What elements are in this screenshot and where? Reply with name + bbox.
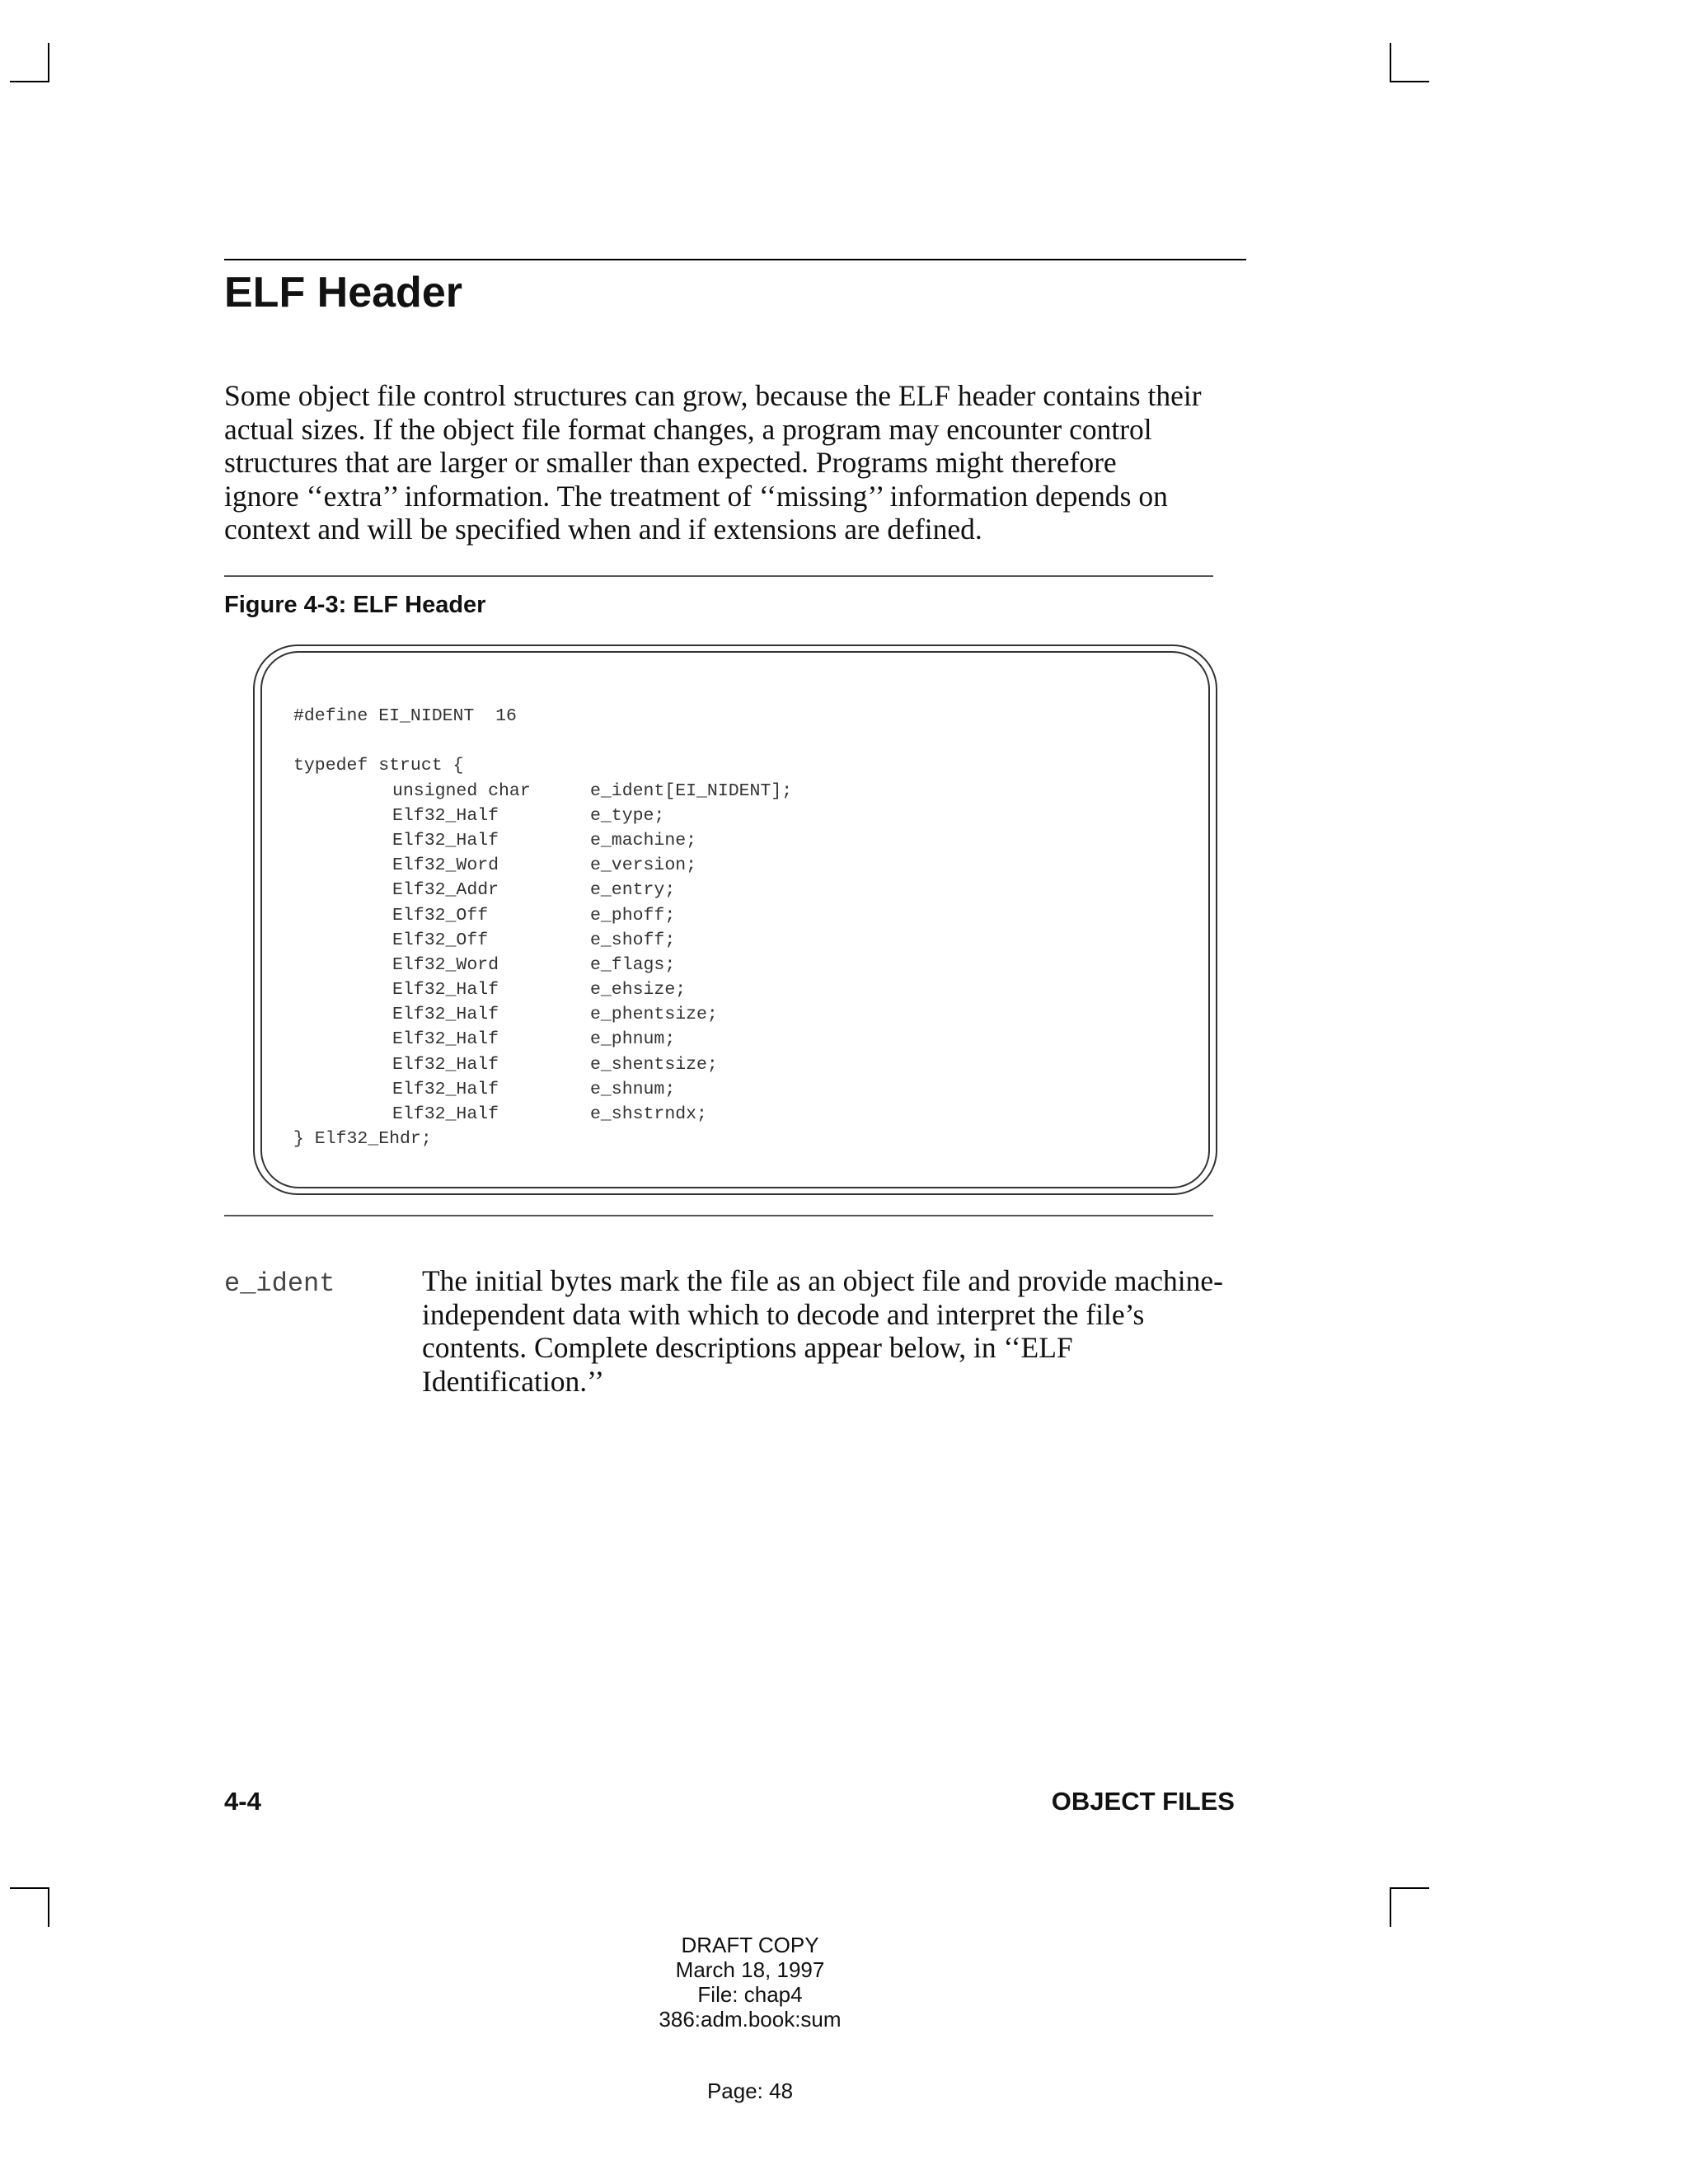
struct-member-row xyxy=(293,804,792,828)
code-listing xyxy=(293,704,792,1151)
struct-member-row xyxy=(293,878,792,902)
struct-member-name: e_shnum; xyxy=(590,1079,676,1099)
struct-member-row xyxy=(293,1052,792,1077)
struct-member-type: Elf32_Half xyxy=(392,805,499,826)
crop-mark-bottom-right-horizontal xyxy=(1390,1887,1429,1889)
struct-member-type: Elf32_Half xyxy=(392,1079,499,1099)
draft-stamp-line-4: 386:adm.book:sum xyxy=(659,2007,842,2032)
code-struct-open: typedef struct { xyxy=(293,756,464,776)
draft-stamp-line-2: March 18, 1997 xyxy=(675,1957,825,1982)
struct-member-type: Elf32_Half xyxy=(392,980,499,1001)
crop-mark-bottom-left-horizontal xyxy=(10,1887,49,1889)
figure-top-rule xyxy=(224,575,1213,577)
struct-member-row xyxy=(293,779,792,804)
struct-member-name: e_shstrndx; xyxy=(590,1104,707,1124)
struct-member-type: Elf32_Half xyxy=(392,830,499,851)
struct-member-name: e_phnum; xyxy=(590,1029,676,1050)
struct-member-type: Elf32_Addr xyxy=(392,880,499,901)
struct-member-row xyxy=(293,828,792,853)
crop-mark-bottom-left-vertical xyxy=(48,1887,49,1927)
struct-member-name: e_version; xyxy=(590,855,697,876)
struct-member-row xyxy=(293,1077,792,1102)
section-title: ELF Header xyxy=(224,269,462,316)
struct-member-name: e_flags; xyxy=(590,954,676,975)
struct-member-type: unsigned char xyxy=(392,780,531,801)
struct-member-name: e_entry; xyxy=(590,880,676,901)
struct-member-row xyxy=(293,1027,792,1052)
crop-mark-bottom-right-vertical xyxy=(1390,1887,1391,1927)
crop-mark-top-right-vertical xyxy=(1390,43,1391,82)
struct-member-name: e_shentsize; xyxy=(590,1054,718,1075)
draft-stamp-line-3: File: chap4 xyxy=(697,1982,803,2007)
struct-member-row xyxy=(293,853,792,878)
struct-member-type: Elf32_Off xyxy=(392,905,489,926)
struct-member-row xyxy=(293,1002,792,1027)
page-number: Page: 48 xyxy=(706,2079,794,2103)
crop-mark-top-left-vertical xyxy=(48,43,49,82)
draft-stamp-line-1: DRAFT COPY xyxy=(681,1933,819,1957)
struct-member-name: e_phentsize; xyxy=(590,1005,718,1025)
struct-member-type: Elf32_Off xyxy=(392,930,489,950)
struct-member-row xyxy=(293,977,792,1002)
crop-mark-top-right-horizontal xyxy=(1390,81,1429,82)
struct-member-type: Elf32_Word xyxy=(392,954,499,975)
struct-member-row xyxy=(293,953,792,977)
definition-term: e_ident xyxy=(224,1268,335,1299)
draft-stamp xyxy=(577,1933,923,2032)
code-blank-line xyxy=(293,729,792,753)
footer-page-label: 4-4 xyxy=(224,1787,261,1816)
struct-member-name: e_ident[EI_NIDENT]; xyxy=(590,780,793,801)
struct-member-name: e_machine; xyxy=(590,830,697,851)
struct-member-name: e_phoff; xyxy=(590,905,676,926)
definition-text: The initial bytes mark the file as an object file and provide machine-independent data with which to decode and interpret the file’s contents. Complete descriptions appear below, in ‘‘ELF Identification.’’ xyxy=(422,1264,1223,1398)
struct-member-type: Elf32_Half xyxy=(392,1005,499,1025)
struct-member-name: e_shoff; xyxy=(590,930,676,950)
struct-member-row xyxy=(293,903,792,928)
struct-member-row xyxy=(293,928,792,953)
code-define-line: #define EI_NIDENT 16 xyxy=(293,706,517,726)
intro-paragraph: Some object file control structures can grow, because the ELF header contains their actual sizes. If the object file format changes, a program may encounter control structures that are larger or smaller than expected. Programs might therefore ignore ‘‘extra’’ information. The treatment of ‘‘missing’’ information depends on context and will be specified when and if extensions are defined. xyxy=(224,379,1202,546)
struct-member-type: Elf32_Half xyxy=(392,1029,499,1050)
figure-caption: Figure 4-3: ELF Header xyxy=(224,592,486,618)
struct-member-row xyxy=(293,1102,792,1127)
struct-member-type: Elf32_Word xyxy=(392,855,499,876)
struct-member-name: e_type; xyxy=(590,805,665,826)
struct-members xyxy=(293,779,792,1127)
struct-member-name: e_ehsize; xyxy=(590,980,687,1001)
footer-chapter: OBJECT FILES xyxy=(1051,1787,1235,1816)
struct-member-type: Elf32_Half xyxy=(392,1054,499,1075)
section-rule xyxy=(224,259,1246,260)
figure-bottom-rule xyxy=(224,1215,1213,1216)
crop-mark-top-left-horizontal xyxy=(10,81,49,82)
code-struct-close: } Elf32_Ehdr; xyxy=(293,1129,432,1150)
struct-member-type: Elf32_Half xyxy=(392,1104,499,1124)
